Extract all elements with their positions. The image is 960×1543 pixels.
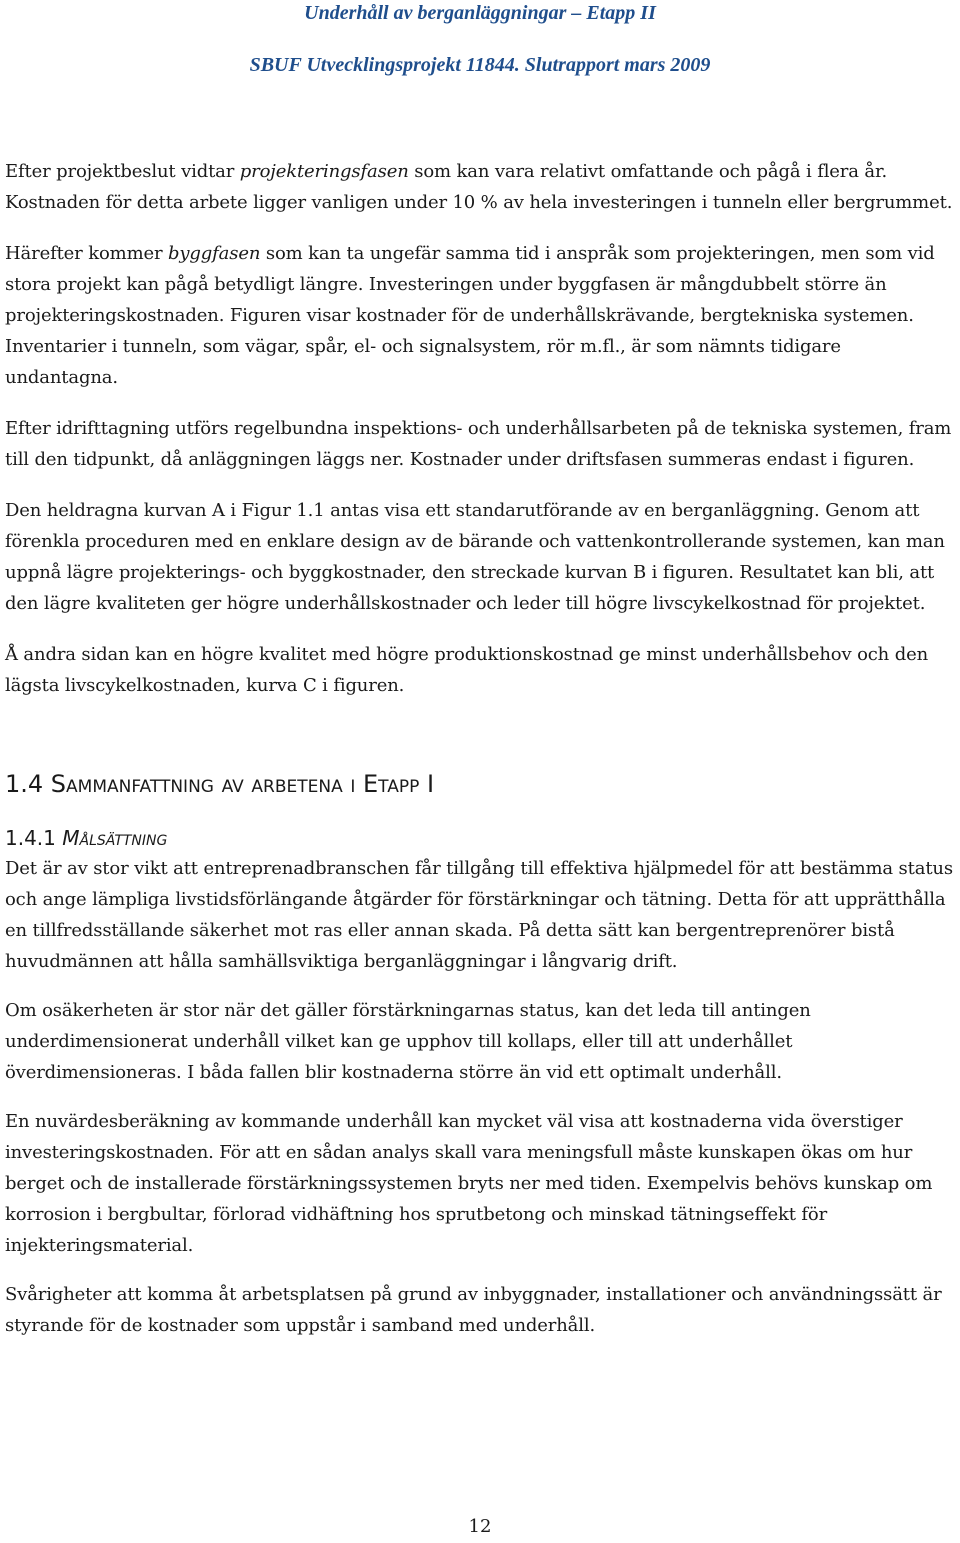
paragraph-text: Härefter kommer bbox=[5, 243, 169, 264]
paragraph-malsattning: Det är av stor vikt att entreprenadbranschen får tillgång till effektiva hjälpmedel för att bestämma status och ange lämpliga livstidsförlängande åtgärder för förstärkningar och tätning. Detta för att upprätthålla en tillfredsställande säkerhet mot ras eller annan skada. På detta sätt kan bergentreprenörer bistå huvudmännen att hålla samhällsviktiga berganläggningar i långvarig drift. bbox=[5, 858, 953, 972]
running-header-title: Underhåll av berganläggningar – Etapp II bbox=[304, 2, 656, 24]
emphasis-term: projekteringsfasen bbox=[239, 161, 409, 182]
paragraph-text: som kan ta ungefär samma tid i anspråk som projekteringen, men som vid stora projekt kan pågå betydligt längre. Investeringen under byggfasen är mångdubbelt större än projekteringskostnaden. Figuren visar kostnader för de underhållskrävande, bergtekniska systemen. Inventarier i tunneln, som vägar, spår, el- och signalsystem, rör m.fl., är som nämnts tidigare undantagna. bbox=[5, 243, 935, 388]
emphasis-term: byggfasen bbox=[168, 243, 261, 264]
section-heading bbox=[5, 769, 955, 799]
subsection-title: Målsättning bbox=[62, 826, 168, 850]
section-title: Sammanfattning av arbetena i Etapp I bbox=[50, 770, 435, 798]
paragraph-osakerhet: Om osäkerheten är stor när det gäller förstärkningarnas status, kan det leda till antingen underdimensionerat underhåll vilket kan ge upphov till kollaps, eller till att underhållet överdimensioneras. I båda fallen blir kostnaderna större än vid ett optimalt underhåll. bbox=[5, 1000, 811, 1083]
document-body bbox=[5, 156, 955, 1359]
paragraph-text: som kan vara relativt omfattande och pågå i flera år. Kostnaden för detta arbete ligger vanligen under 10 % av hela investeringen i tunneln eller bergrummet. bbox=[5, 161, 953, 213]
paragraph-projekteringsfasen bbox=[5, 156, 955, 218]
subsection-number: 1.4.1 bbox=[5, 826, 63, 850]
paragraph-driftsfas: Efter idrifttagning utförs regelbundna inspektions- och underhållsarbeten på de tekniska systemen, fram till den tidpunkt, då anläggningen läggs ner. Kostnader under driftsfasen summeras endast i figuren. bbox=[5, 418, 952, 470]
paragraph-text: Efter projektbeslut vidtar bbox=[5, 161, 240, 182]
paragraph-kurva-c: Å andra sidan kan en högre kvalitet med högre produktionskostnad ge minst underhållsbehov och den lägsta livscykelkostnaden, kurva C i figuren. bbox=[5, 644, 929, 696]
running-header-subtitle: SBUF Utvecklingsprojekt 11844. Slutrapport mars 2009 bbox=[249, 54, 711, 76]
paragraph-kurva-a-b: Den heldragna kurvan A i Figur 1.1 antas visa ett standarutförande av en berganläggning. Genom att förenkla proceduren med en enklare design av de bärande och vattenkontrollerande systemen, kan man uppnå lägre projekterings- och byggkostnader, den streckade kurvan B i figuren. Resultatet kan bli, att den lägre kvaliteten ger högre underhållskostnader och leder till högre livscykelkostnad för projektet. bbox=[5, 500, 945, 614]
section-number: 1.4 bbox=[5, 770, 51, 798]
paragraph-nuvardesberakning: En nuvärdesberäkning av kommande underhåll kan mycket väl visa att kostnaderna vida överstiger investeringskostnaden. För att en sådan analys skall vara meningsfull måste kunskapen ökas om hur berget och de installerade förstärkningssystemen bryts ner med tiden. Exempelvis behövs kunskap om korrosion i bergbultar, förlorad vidhäftning hos sprutbetong och minskad tätningseffekt för injekteringsmaterial. bbox=[5, 1111, 933, 1256]
paragraph-byggfasen bbox=[5, 238, 955, 393]
paragraph-svarigheter: Svårigheter att komma åt arbetsplatsen på grund av inbyggnader, installationer och användningssätt är styrande för de kostnader som uppstår i samband med underhåll. bbox=[5, 1284, 942, 1336]
page-number: 12 bbox=[468, 1516, 492, 1537]
subsection-heading bbox=[5, 825, 955, 851]
